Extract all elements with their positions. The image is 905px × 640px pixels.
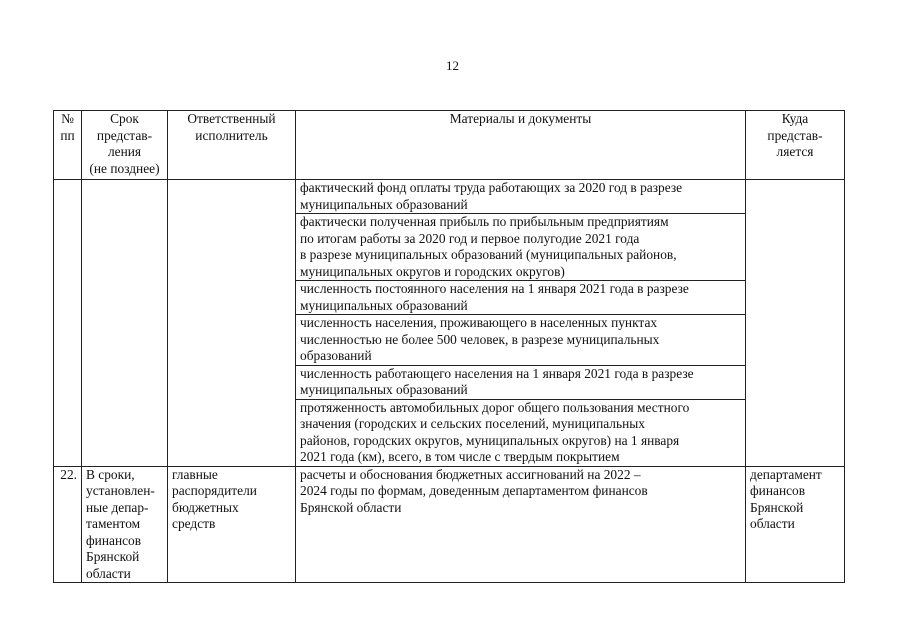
document-table xyxy=(53,110,845,583)
empty-number-cell xyxy=(54,180,82,467)
table-row xyxy=(54,180,845,214)
header-line: пп xyxy=(60,127,75,143)
header-line: Материалы и документы xyxy=(449,111,592,126)
text-line: Брянской xyxy=(750,499,804,515)
header-line: исполнитель xyxy=(195,127,268,143)
text-line: муниципальных образований xyxy=(300,382,468,397)
text-line: протяженность автомобильных дорог общего пользования местного xyxy=(300,399,690,415)
empty-responsible-cell xyxy=(168,180,296,467)
term-cell xyxy=(82,466,168,583)
materials-cell xyxy=(296,466,746,583)
empty-destination-cell xyxy=(746,180,845,467)
text-line: 2021 года (км), всего, в том числе с твердым покрытием xyxy=(300,449,620,464)
destination-cell xyxy=(746,466,845,583)
header-responsible xyxy=(168,111,296,180)
text-line: бюджетных xyxy=(172,499,239,515)
header-line: Срок xyxy=(110,111,139,126)
row-number: 22. xyxy=(54,466,82,583)
material-item xyxy=(296,180,746,214)
text-line: муниципальных образований xyxy=(300,297,468,313)
header-line: ления xyxy=(107,144,142,159)
header-line: Ответственный xyxy=(187,111,276,126)
text-line: финансов xyxy=(86,532,142,548)
header-line: № xyxy=(61,111,74,126)
text-line: В сроки, xyxy=(86,466,135,482)
text-line: значения (городских и сельских поселений, муниципальных xyxy=(300,416,645,431)
empty-term-cell xyxy=(82,180,168,467)
header-destination xyxy=(746,111,845,180)
text-line: 2024 годы по формам, доведенным департаментом финансов xyxy=(300,483,648,498)
text-line: районов, городских округов, муниципальных округов) на 1 января xyxy=(300,432,680,448)
material-item xyxy=(296,281,746,315)
text-line: Брянской xyxy=(86,549,140,564)
material-item xyxy=(296,214,746,281)
header-term xyxy=(82,111,168,180)
text-line: фактический фонд оплаты труда работающих за 2020 год в разрезе xyxy=(300,180,683,195)
table-row-22 xyxy=(54,466,845,583)
text-line: муниципальных образований xyxy=(300,196,468,212)
text-line: численностью не более 500 человек, в разрезе муниципальных xyxy=(300,331,660,347)
material-item xyxy=(296,399,746,466)
header-line: представ- xyxy=(96,127,153,143)
text-line: численность населения, проживающего в населенных пунктах xyxy=(300,315,658,330)
text-line: таментом xyxy=(86,516,141,531)
header-line: представ- xyxy=(767,127,823,143)
header-line: (не позднее) xyxy=(89,160,160,176)
text-line: департамент xyxy=(750,466,822,482)
text-line: фактически полученная прибыль по прибыльным предприятиям xyxy=(300,214,669,229)
text-line: образований xyxy=(300,348,372,363)
header-line: ляется xyxy=(776,144,814,159)
table-header-row xyxy=(54,111,845,180)
text-line: распорядители xyxy=(172,483,257,498)
text-line: области xyxy=(86,565,131,581)
text-line: численность работающего населения на 1 января 2021 года в разрезе xyxy=(300,365,694,381)
page-number: 12 xyxy=(446,58,459,73)
material-item xyxy=(296,315,746,366)
text-line: расчеты и обоснования бюджетных ассигнований на 2022 – xyxy=(300,466,641,482)
text-line: муниципальных округов и городских округов) xyxy=(300,263,565,279)
text-line: в разрезе муниципальных образований (муниципальных районов, xyxy=(300,247,677,262)
text-line: ные депар- xyxy=(86,499,149,515)
text-line: численность постоянного населения на 1 января 2021 года в разрезе xyxy=(300,281,689,296)
responsible-cell xyxy=(168,466,296,583)
material-item xyxy=(296,365,746,399)
text-line: установлен- xyxy=(86,483,155,498)
text-line: по итогам работы за 2020 год и первое полугодие 2021 года xyxy=(300,230,640,246)
header-materials xyxy=(296,111,746,180)
header-number xyxy=(54,111,82,180)
text-line: Брянской области xyxy=(300,499,402,515)
text-line: области xyxy=(750,516,795,531)
text-line: главные xyxy=(172,466,218,482)
text-line: финансов xyxy=(750,483,806,498)
text-line: средств xyxy=(172,516,216,531)
header-line: Куда xyxy=(781,111,809,126)
